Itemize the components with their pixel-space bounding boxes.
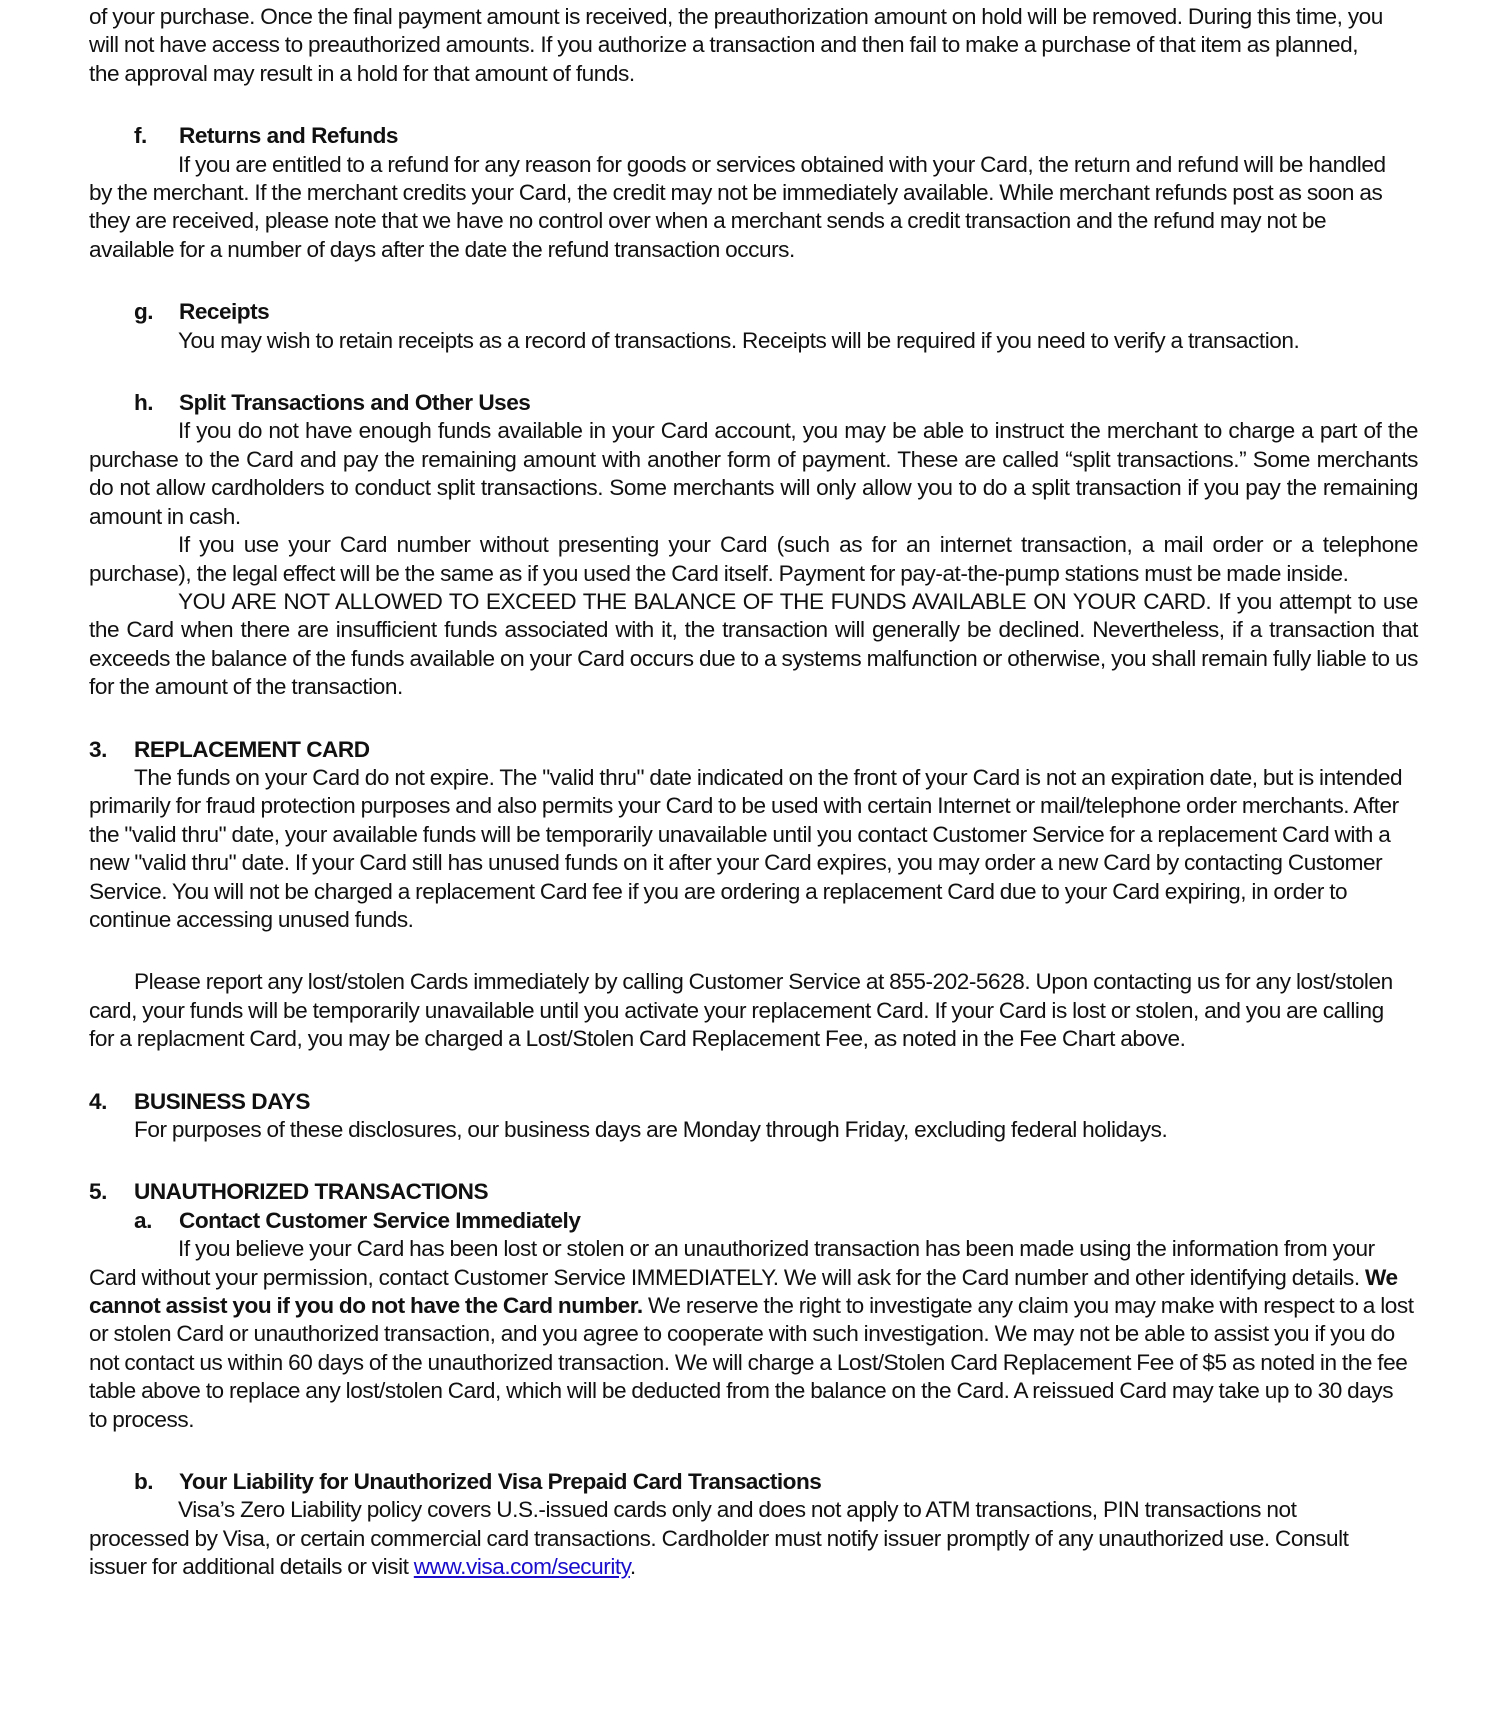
section-g-body: You may wish to retain receipts as a record of transactions. Receipts will be required if you need to verify a transaction.	[178, 327, 1300, 353]
section-5b-body	[89, 1496, 1389, 1581]
section-5b-heading	[89, 1468, 1418, 1496]
section-4-title: BUSINESS DAYS	[134, 1088, 310, 1114]
section-5-heading	[89, 1178, 1418, 1206]
intro-paragraph: of your purchase. Once the final payment amount is received, the preauthorization amount on hold will be removed. During this time, you will not have access to preauthorized amounts. If you authorize a transaction and then fail to make a purchase of that item as planned, the approval may result in a hold for that amount of funds.	[89, 4, 1383, 86]
section-h-paragraph-3: YOU ARE NOT ALLOWED TO EXCEED THE BALANCE OF THE FUNDS AVAILABLE ON YOUR CARD. If you attempt to use the Card when there are insufficient funds associated with it, the transaction will generally be declined. Nevertheless, if a transaction that exceeds the balance of the funds available on your Card occurs due to a systems malfunction or otherwise, you shall remain fully liable to us for the amount of the transaction.	[89, 588, 1418, 700]
section-h-marker: h.	[134, 390, 154, 416]
section-g-heading	[89, 298, 1418, 326]
section-h-title: Split Transactions and Other Uses	[179, 390, 531, 416]
section-h-paragraph-1: If you do not have enough funds available in your Card account, you may be able to instruct the merchant to charge a part of the purchase to the Card and pay the remaining amount with another form of payment. These are called “split transactions.” Some merchants do not allow cardholders to conduct split transactions. Some merchants will only allow you to do a split transaction if you pay the remaining amount in cash.	[89, 418, 1418, 529]
section-4-heading	[89, 1088, 1418, 1116]
section-5a-body-text-cont: We reserve the right to investigate any claim you may make with respect to a lost or stolen Card or unauthorized transaction, and you agree to cooperate with such investigation. We may not be able to assist you if you do not contact us within 60 days of the unauthorized transaction. We will charge a Lost/Stolen Card Replacement Fee of $5 as noted in the fee table above to replace any lost/stolen Card, which will be deducted from the balance on the Card. A reissued Card may take up to 30 days to process.	[89, 1293, 1414, 1432]
section-4-marker: 4.	[89, 1088, 107, 1114]
section-h-heading	[89, 389, 1418, 417]
section-g-marker: g.	[134, 299, 154, 325]
section-5a-body	[89, 1235, 1414, 1434]
section-5b-marker: b.	[134, 1469, 154, 1495]
document-page	[89, 3, 1418, 1582]
section-5a-title: Contact Customer Service Immediately	[179, 1207, 581, 1233]
section-3-paragraph-2: Please report any lost/stolen Cards immediately by calling Customer Service at 855-202-5628. Upon contacting us for any lost/stolen card, your funds will be temporarily unavailable until you activate your replacement Card. If your Card is lost or stolen, and you are calling for a replacment Card, you may be charged a Lost/Stolen Card Replacement Fee, as noted in the Fee Chart above.	[89, 969, 1393, 1052]
section-5a-bold-notice: We cannot assist you if you do not have the Card number.	[89, 1264, 1398, 1319]
section-3-heading	[89, 736, 1418, 764]
section-f-heading	[89, 122, 1418, 150]
section-3-paragraph-1: The funds on your Card do not expire. The "valid thru" date indicated on the front of your Card is not an expiration date, but is intended primarily for fraud protection purposes and also permits your Card to be used with certain Internet or mail/telephone order merchants. After the "valid thru" date, your available funds will be temporarily unavailable until you contact Customer Service for a replacement Card with a new "valid thru" date. If your Card still has unused funds on it after your Card expires, you may order a new Card by contacting Customer Service. You will not be charged a replacement Card fee if you are ordering a replacement Card due to your Card expiring, in order to continue accessing unused funds.	[89, 764, 1403, 932]
section-5b-body-text: Visa’s Zero Liability policy covers U.S.-issued cards only and does not apply to ATM transactions, PIN transactions not processed by Visa, or certain commercial card transactions. Cardholder must notify issuer promptly of any unauthorized use. Consult issuer for additional details or visit	[89, 1497, 1349, 1580]
section-5b-body-end: .	[629, 1554, 636, 1580]
section-f-body: If you are entitled to a refund for any reason for goods or services obtained with your Card, the return and refund will be handled by the merchant. If the merchant credits your Card, the credit may not be immediately available. While merchant refunds post as soon as they are received, please note that we have no control over when a merchant sends a credit transaction and the refund may not be available for a number of days after the date the refund transaction occurs.	[89, 151, 1386, 262]
visa-security-link[interactable]: www.visa.com/security	[413, 1554, 630, 1580]
section-f-marker: f.	[134, 123, 147, 149]
section-5-title: UNAUTHORIZED TRANSACTIONS	[134, 1179, 489, 1205]
section-5a-marker: a.	[134, 1207, 152, 1233]
section-5b-title: Your Liability for Unauthorized Visa Prepaid Card Transactions	[179, 1469, 822, 1495]
section-f-title: Returns and Refunds	[179, 123, 398, 149]
section-5-marker: 5.	[89, 1179, 107, 1205]
section-g-title: Receipts	[179, 299, 270, 325]
section-4-body: For purposes of these disclosures, our business days are Monday through Friday, excluding federal holidays.	[134, 1117, 1168, 1142]
section-5a-body-text: If you believe your Card has been lost or stolen or an unauthorized transaction has been made using the information from your Card without your permission, contact Customer Service IMMEDIATELY. We will ask for the Card number and other identifying details.	[89, 1236, 1375, 1290]
section-3-title: REPLACEMENT CARD	[134, 736, 370, 762]
section-h-paragraph-2: If you use your Card number without presenting your Card (such as for an internet transaction, a mail order or a telephone purchase), the legal effect will be the same as if you used the Card itself. Payment for pay-at-the-pump stations must be made inside.	[89, 532, 1418, 586]
section-5a-heading	[89, 1207, 1418, 1235]
section-3-marker: 3.	[89, 736, 107, 762]
